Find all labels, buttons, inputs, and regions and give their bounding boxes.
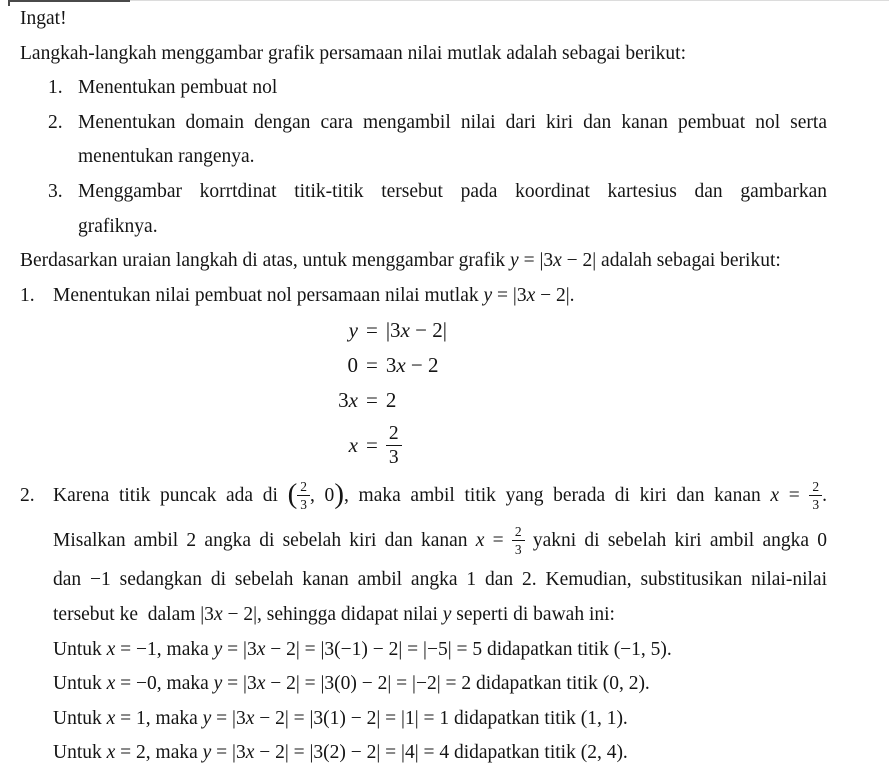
case-line-x-0	[0, 667, 889, 702]
step-3-line-1	[0, 175, 889, 210]
equation-rhs	[386, 424, 402, 468]
line-text: Menentukan nilai pembuat nol persamaan nilai mutlak y = |3x − 2|.	[53, 284, 575, 306]
big-right-paren: )	[334, 478, 344, 511]
document-body	[0, 2, 889, 771]
step-1-line	[0, 71, 889, 106]
step-3-line-2	[0, 210, 889, 245]
line-text: Menentukan domain dengan cara mengambil nilai dari kiri dan kanan pembuat nol serta	[78, 111, 827, 133]
equals-sign: =	[366, 318, 378, 343]
case-line-x-2	[0, 736, 889, 771]
equation-rhs: |3x − 2|	[385, 318, 447, 343]
line-text: Misalkan ambil 2 angka di sebelah kiri dan kanan x = $\frac{2}{3}$ yakni di sebelah kiri ambil angka 0	[53, 523, 827, 558]
case-line-x-neg1	[0, 633, 889, 668]
fraction: $\frac{2}{3}$	[809, 480, 822, 512]
list-number: 2.	[20, 485, 35, 507]
equation-rhs: 3x − 2	[385, 353, 439, 378]
line-text: Untuk x = 1, maka y = |3x − 2| = |3(1) − 2| = |1| = 1 didapatkan titik (1, 1).	[53, 707, 628, 729]
line-text: Ingat!	[20, 8, 67, 29]
step-2-line-2	[0, 140, 889, 175]
item-2-line-1	[0, 473, 889, 518]
list-number: 3.	[48, 180, 63, 202]
fraction: $\frac{2}{3}$	[512, 525, 525, 557]
equation-lhs: x	[348, 433, 358, 458]
item-2-line-4	[0, 598, 889, 633]
big-left-paren: (	[287, 478, 298, 511]
line-text: Untuk x = −1, maka y = |3x − 2| = |3(−1) − 2| = |−5| = 5 didapatkan titik (−1, 5).	[53, 638, 672, 660]
item-2-line-3	[0, 563, 889, 598]
list-number: 1.	[20, 284, 35, 306]
intro-line	[0, 37, 889, 72]
fraction: $\frac{2}{3}$	[297, 480, 310, 512]
line-text: menentukan rangenya.	[78, 146, 255, 168]
line-text: Menentukan pembuat nol	[78, 77, 278, 99]
line-text: grafiknya.	[78, 215, 158, 237]
equation-lhs: y	[348, 318, 358, 343]
line-text: Untuk x = 2, maka y = |3x − 2| = |3(2) − 2| = |4| = 4 didapatkan titik (2, 4).	[53, 742, 628, 764]
equation-lhs: 0	[347, 353, 358, 378]
item-1-line	[0, 279, 889, 314]
list-number: 2.	[48, 111, 63, 133]
line-text: tersebut ke dalam |3x − 2|, sehingga didapat nilai y seperti di bawah ini:	[53, 603, 615, 625]
step-2-line-1	[0, 106, 889, 141]
line-text: Berdasarkan uraian langkah di atas, untuk menggambar grafik y = |3x − 2| adalah sebagai berikut:	[20, 250, 781, 272]
case-line-x-1	[0, 702, 889, 737]
list-number: 1.	[48, 77, 63, 99]
line-text: dan −1 sedangkan di sebelah kanan ambil angka 1 dan 2. Kemudian, substitusikan nilai-nilai	[53, 569, 827, 591]
equals-sign: =	[366, 433, 378, 458]
equation-line	[0, 348, 889, 383]
line-text: Untuk x = −0, maka y = |3x − 2| = |3(0) − 2| = |−2| = 2 didapatkan titik (0, 2).	[53, 673, 650, 695]
equation-line	[0, 418, 889, 473]
fraction: $\frac{2}{3}$	[386, 424, 402, 468]
equation-line	[0, 313, 889, 348]
equation-lhs: 3x	[338, 388, 358, 413]
bridge-line	[0, 244, 889, 279]
line-text: Langkah-langkah menggambar grafik persamaan nilai mutlak adalah sebagai berikut:	[20, 42, 686, 64]
line-text: Menggambar korrtdinat titik-titik tersebut pada koordinat kartesius dan gambarkan	[78, 180, 827, 202]
equation-line	[0, 383, 889, 418]
page-border-top-light	[130, 0, 889, 1]
line-text: Karena titik puncak ada di ( $\frac{2}{3}$ , 0), maka ambil titik yang berada di kiri dan kanan x = $\frac{2}{3}$ .	[53, 478, 828, 513]
title-line	[0, 2, 889, 37]
equals-sign: =	[366, 353, 378, 378]
equals-sign: =	[366, 388, 378, 413]
item-2-line-2	[0, 518, 889, 563]
equation-rhs: 2	[385, 388, 397, 413]
